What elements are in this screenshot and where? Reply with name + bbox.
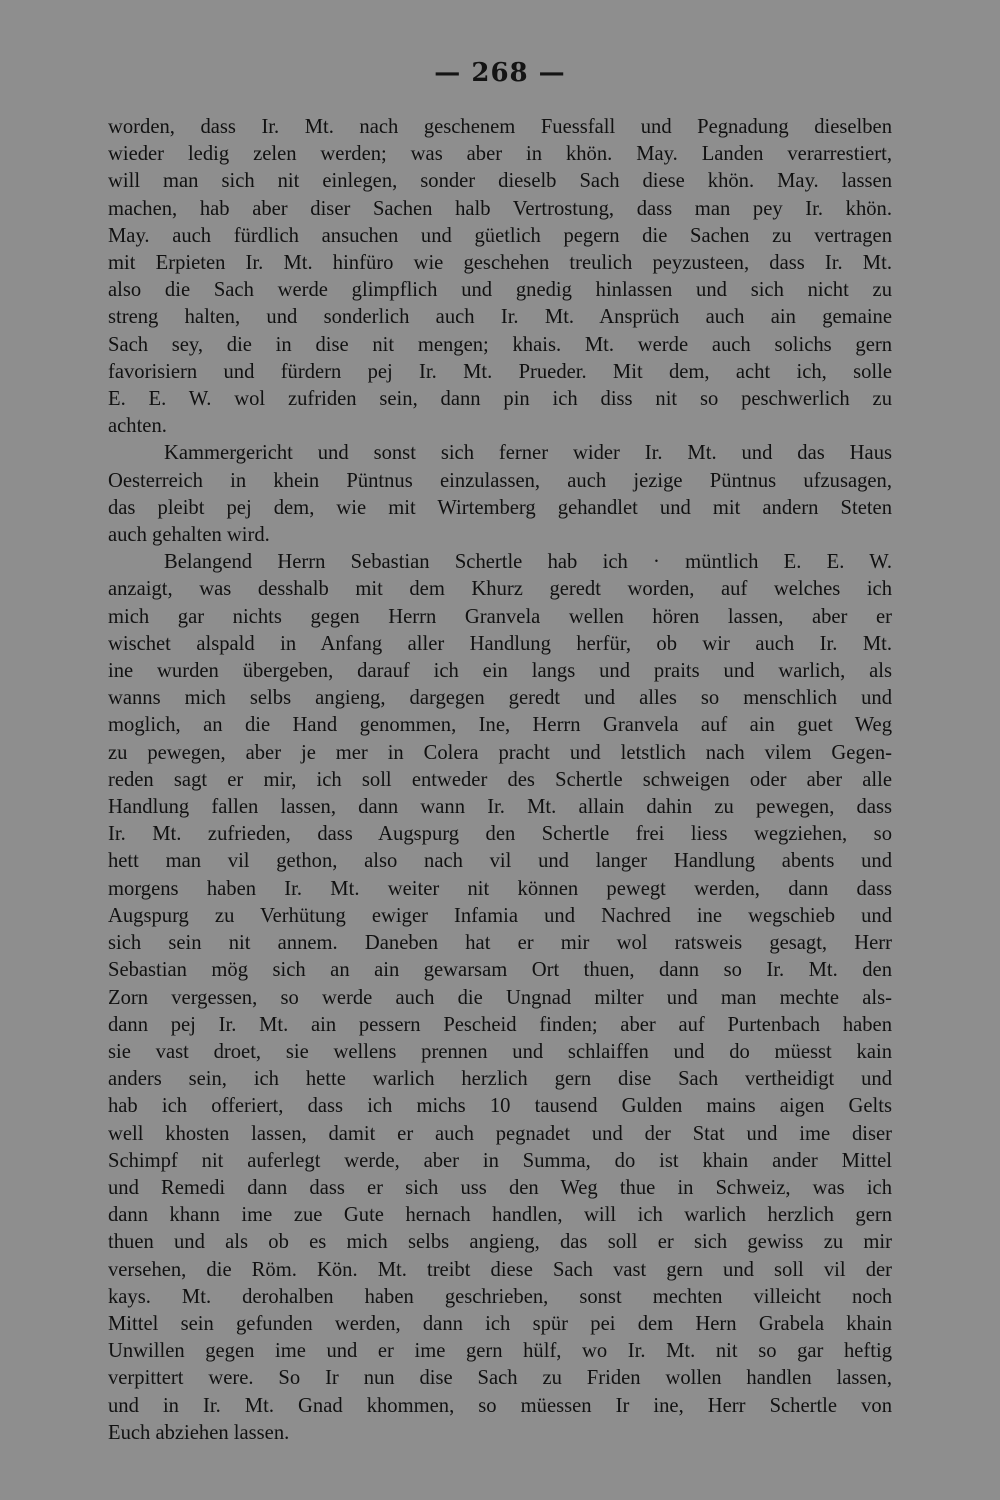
text-line: kays. Mt. derohalben haben geschrieben, sonst mechten villeicht noch (108, 1285, 892, 1308)
text-line: also die Sach werde glimpflich und gnedig hinlassen und sich nicht zu (108, 279, 892, 302)
text-line: achten. (108, 415, 167, 438)
text-line: anders sein, ich hette warlich herzlich gern dise Sach vertheidigt und (108, 1068, 892, 1091)
text-line: sich sein nit annem. Daneben hat er mir wol ratsweis gesagt, Herr (108, 932, 892, 955)
text-line: Augspurg zu Verhütung ewiger Infamia und Nachred ine wegschieb und (108, 904, 892, 927)
text-line: Belangend Herrn Sebastian Schertle hab ich · müntlich E. E. W. (164, 551, 892, 574)
text-line: Zorn vergessen, so werde auch die Ungnad milter und man mechte als- (108, 986, 892, 1009)
text-line: Kammergericht und sonst sich ferner wider Ir. Mt. und das Haus (164, 442, 892, 465)
text-line: dann pej Ir. Mt. ain pessern Pescheid finden; aber auf Purtenbach haben (108, 1013, 892, 1036)
text-line: das pleibt pej dem, wie mit Wirtemberg gehandlet und mit andern Steten (108, 496, 892, 519)
text-line: moglich, an die Hand genommen, Ine, Herrn Granvela auf ain guet Weg (108, 714, 892, 737)
text-line: Unwillen gegen ime und er ime gern hülf, wo Ir. Mt. nit so gar heftig (108, 1340, 892, 1363)
text-line: worden, dass Ir. Mt. nach geschenem Fuessfall und Pegnadung dieselben (108, 116, 892, 138)
text-line: wieder ledig zelen werden; was aber in khön. May. Landen verarrestiert, (108, 143, 892, 166)
paragraph (108, 549, 892, 1447)
text-line: mit Erpieten Ir. Mt. hinfüro wie geschehen treulich peyzusteen, dass Ir. Mt. (108, 252, 892, 275)
text-line: Euch abziehen lassen. (108, 1421, 290, 1444)
text-line: well khosten lassen, damit er auch pegnadet und der Stat und ime diser (108, 1122, 892, 1145)
text-line: hett man vil gethon, also nach vil und langer Handlung abents und (108, 850, 892, 873)
paragraph (108, 114, 892, 440)
text-line: morgens haben Ir. Mt. weiter nit können pewegt werden, dann dass (108, 877, 892, 900)
text-line: Ir. Mt. zufrieden, dass Augspurg den Schertle frei liess wegziehen, so (108, 823, 892, 846)
text-line: thuen und als ob es mich selbs angieng, das soll er sich gewiss zu mir (108, 1231, 892, 1254)
text-line: und Remedi dann dass er sich uss den Weg thue in Schweiz, was ich (108, 1176, 892, 1199)
text-line: May. auch fürdlich ansuchen und güetlich pegern die Sachen zu vertragen (108, 224, 892, 247)
text-line: E. E. W. wol zufriden sein, dann pin ich diss nit so peschwerlich zu (108, 388, 892, 411)
paragraph (108, 440, 892, 549)
text-line: wanns mich selbs angieng, dargegen geredt und alles so menschlich und (108, 687, 892, 710)
text-line: mich gar nichts gegen Herrn Granvela wellen hören lassen, aber er (108, 605, 892, 628)
text-line: hab ich offeriert, dass ich michs 10 tausend Gulden mains aigen Gelts (108, 1095, 892, 1118)
text-line: sie vast droet, sie wellens prennen und schlaiffen und do müesst kain (108, 1040, 892, 1063)
text-line: Schimpf nit auferlegt werde, aber in Summa, do ist khain ander Mittel (108, 1149, 892, 1172)
text-line: anzaigt, was desshalb mit dem Khurz geredt worden, auf welches ich (108, 578, 892, 601)
text-line: Handlung fallen lassen, dann wann Ir. Mt. allain dahin zu pewegen, dass (108, 796, 892, 819)
page-number: — 268 — (434, 58, 566, 88)
text-line: streng halten, und sonderlich auch Ir. Mt. Ansprüch auch ain gemaine (108, 306, 892, 329)
text-line: verpittert were. So Ir nun dise Sach zu Friden wollen handlen lassen, (108, 1367, 892, 1390)
text-line: Sach sey, die in dise nit mengen; khais. Mt. werde auch solichs gern (108, 333, 892, 356)
text-line: ine wurden übergeben, darauf ich ein langs und praits und warlich, als (108, 660, 892, 683)
body-text (108, 114, 892, 1447)
text-line: dann khann ime zue Gute hernach handlen, will ich warlich herzlich gern (108, 1204, 892, 1227)
text-line: favorisiern und fürdern pej Ir. Mt. Prueder. Mit dem, acht ich, solle (108, 360, 892, 383)
text-line: reden sagt er mir, ich soll entweder des Schertle schweigen oder aber alle (108, 768, 892, 791)
text-line: Sebastian mög sich an ain gewarsam Ort thuen, dann so Ir. Mt. den (108, 959, 892, 982)
text-line: und in Ir. Mt. Gnad khommen, so müessen Ir ine, Herr Schertle von (108, 1394, 892, 1417)
text-line: zu pewegen, aber je mer in Colera pracht und letstlich nach vilem Gegen- (108, 741, 892, 764)
text-line: auch gehalten wird. (108, 524, 270, 547)
text-line: Oesterreich in khein Püntnus einzulassen, auch jezige Püntnus ufzusagen, (108, 469, 892, 492)
text-line: will man sich nit einlegen, sonder dieselb Sach diese khön. May. lassen (108, 170, 892, 193)
text-line: machen, hab aber diser Sachen halb Vertrostung, dass man pey Ir. khön. (108, 197, 892, 220)
text-line: wischet alspald in Anfang aller Handlung herfür, ob wir auch Ir. Mt. (108, 632, 892, 655)
text-line: versehen, die Röm. Kön. Mt. treibt diese Sach vast gern und soll vil der (108, 1258, 892, 1281)
text-line: Mittel sein gefunden werden, dann ich spür pei dem Hern Grabela khain (108, 1312, 892, 1335)
